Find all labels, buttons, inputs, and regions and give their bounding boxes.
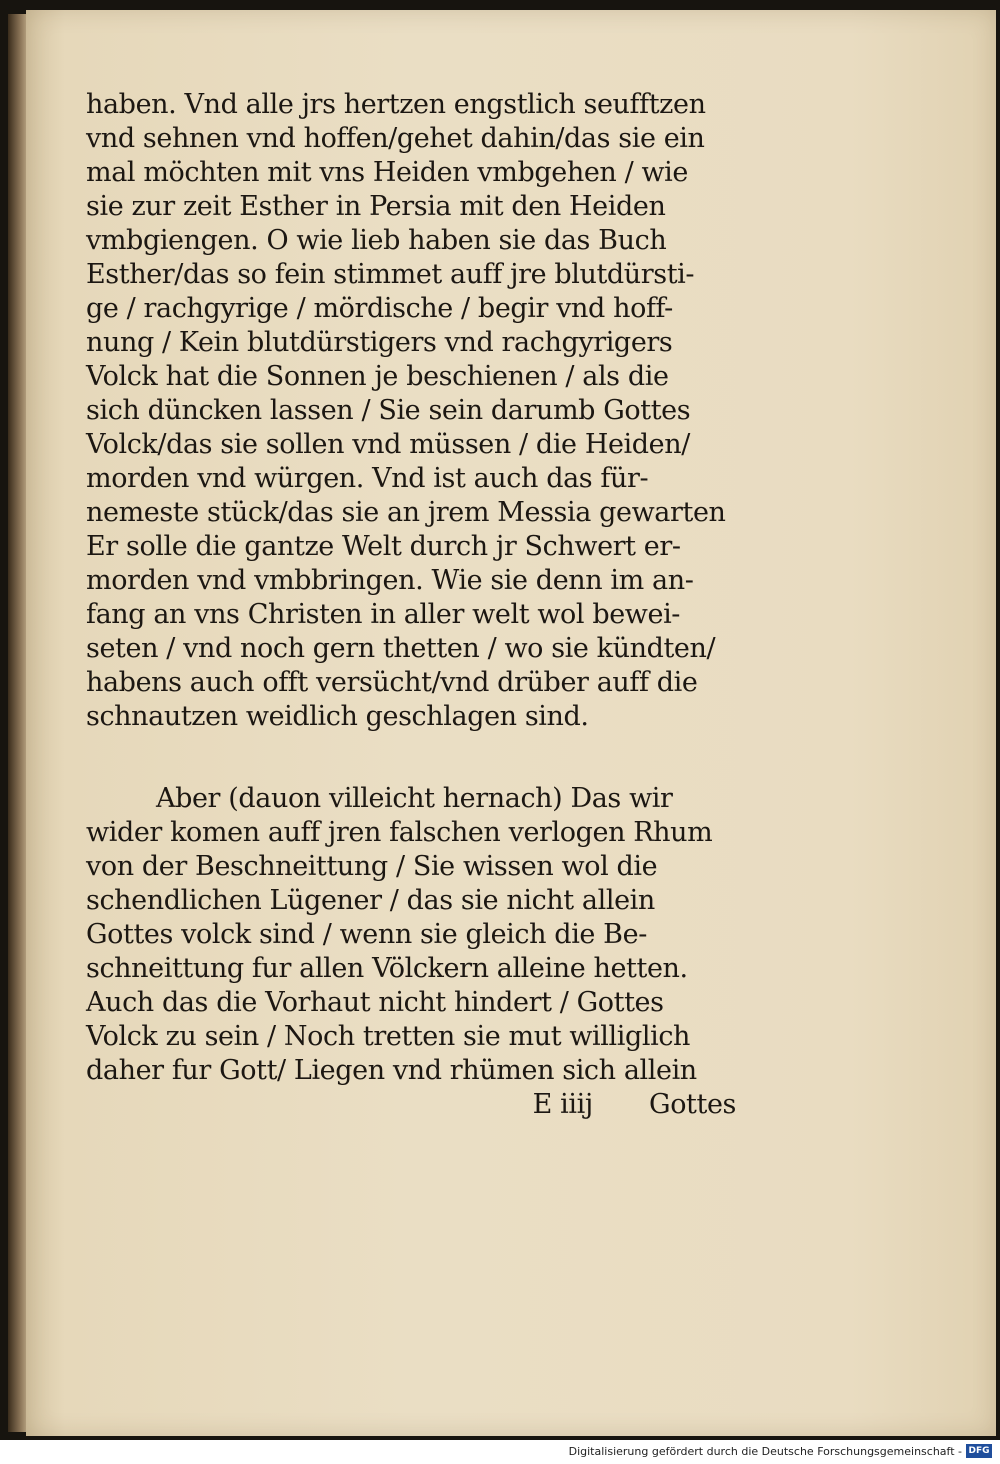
text-line: Er solle die gantze Welt durch jr Schwert er- (86, 531, 681, 562)
text-line: haben. Vnd alle jrs hertzen engstlich seufftzen (86, 89, 706, 120)
text-line: seten / vnd noch gern thetten / wo sie kündten/ (86, 633, 716, 664)
text-line: nemeste stück/das sie an jrem Messia gewarten (86, 497, 726, 528)
text-line: vnd sehnen vnd hoffen/gehet dahin/das sie ein (86, 123, 705, 154)
paragraph-1 (86, 88, 766, 734)
text-line: ge / rachgyrige / mördische / begir vnd hoff- (86, 293, 673, 324)
book-page (26, 10, 996, 1436)
text-line: Auch das die Vorhaut nicht hindert / Gottes (86, 987, 664, 1018)
text-line: habens auch offt versücht/vnd drüber auff die (86, 667, 698, 698)
text-line: sich düncken lassen / Sie sein darumb Gottes (86, 395, 691, 426)
signature-line (86, 1088, 766, 1122)
text-line: wider komen auff jren falschen verlogen Rhum (86, 817, 713, 848)
text-line: Aber (dauon villeicht hernach) Das wir (156, 783, 673, 814)
text-line: mal möchten mit vns Heiden vmbgehen / wie (86, 157, 688, 188)
text-line: Esther/das so fein stimmet auff jre blutdürsti- (86, 259, 695, 290)
text-line: Gottes volck sind / wenn sie gleich die Be- (86, 919, 647, 950)
text-line: nung / Kein blutdürstigers vnd rachgyrigers (86, 327, 673, 358)
text-line: schnautzen weidlich geschlagen sind. (86, 701, 589, 732)
text-line: schendlichen Lügener / das sie nicht allein (86, 885, 655, 916)
paragraph-spacer (86, 734, 766, 782)
text-line: morden vnd würgen. Vnd ist auch das für- (86, 463, 649, 494)
text-line: schneittung fur allen Völckern alleine hetten. (86, 953, 688, 984)
catchword: Gottes (649, 1089, 736, 1120)
footer-bar (0, 1440, 1000, 1464)
text-line: morden vnd vmbbringen. Wie sie denn im an- (86, 565, 694, 596)
text-line: sie zur zeit Esther in Persia mit den Heiden (86, 191, 666, 222)
page-text (86, 88, 766, 1122)
signature-mark: E iiij (532, 1089, 593, 1120)
text-line: fang an vns Christen in aller welt wol bewei- (86, 599, 681, 630)
text-line: Volck/das sie sollen vnd müssen / die Heiden/ (86, 429, 690, 460)
text-line: daher fur Gott/ Liegen vnd rhümen sich allein (86, 1055, 697, 1086)
text-line: Volck zu sein / Noch tretten sie mut williglich (86, 1021, 691, 1052)
text-line: von der Beschneittung / Sie wissen wol die (86, 851, 658, 882)
funding-credit: Digitalisierung gefördert durch die Deutsche Forschungsgemeinschaft - (568, 1445, 962, 1458)
text-line: Volck hat die Sonnen je beschienen / als die (86, 361, 669, 392)
dfg-logo: DFG (966, 1444, 992, 1458)
text-line: vmbgiengen. O wie lieb haben sie das Buch (86, 225, 667, 256)
paragraph-2 (86, 782, 766, 1088)
